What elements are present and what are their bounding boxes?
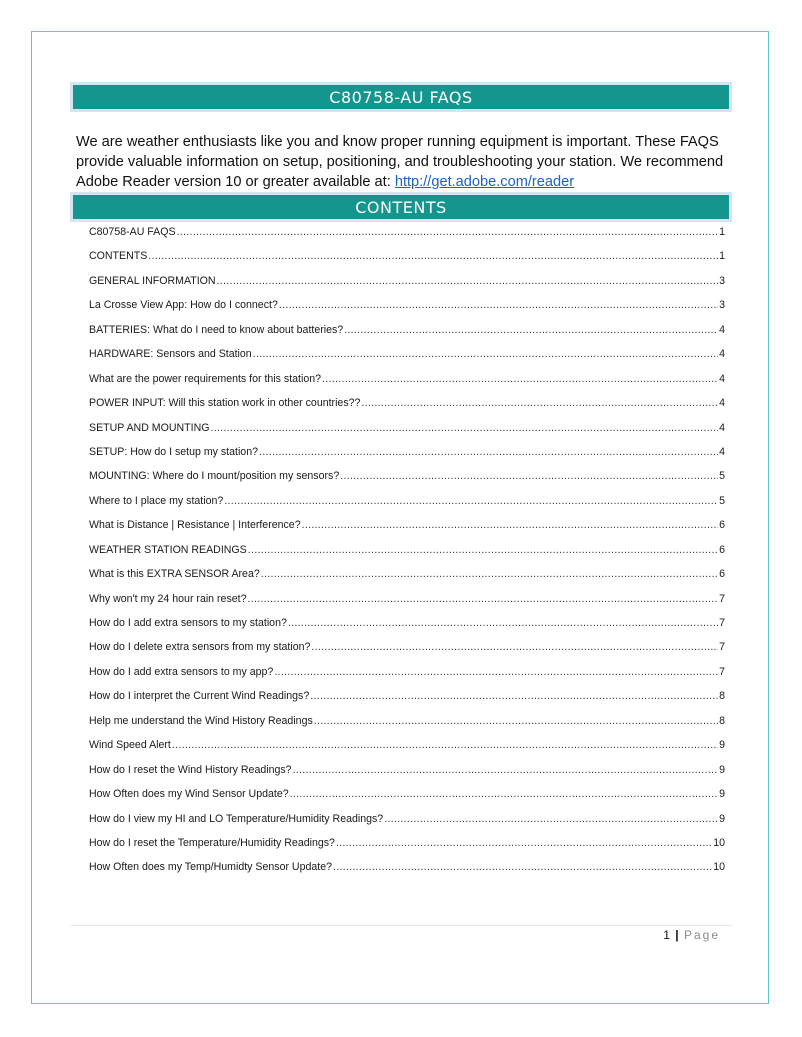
toc-dot-leader — [288, 617, 718, 629]
footer-page-number: 1 — [663, 928, 670, 942]
toc-entry-title: C80758-AU FAQS — [89, 226, 176, 238]
toc-entry[interactable] — [89, 519, 725, 543]
toc-entry-title: What are the power requirements for this station? — [89, 372, 321, 385]
toc-entry[interactable] — [89, 788, 725, 812]
toc-entry[interactable] — [89, 470, 725, 494]
toc-dot-leader — [248, 544, 718, 556]
toc-dot-leader — [177, 226, 719, 238]
toc-dot-leader — [279, 299, 718, 311]
toc-entry-title: How Often does my Wind Sensor Update? — [89, 788, 289, 801]
toc-entry[interactable] — [89, 568, 725, 592]
toc-entry[interactable] — [89, 226, 725, 250]
toc-entry-title: How do I reset the Temperature/Humidity Readings? — [89, 836, 335, 849]
toc-entry-page: 8 — [719, 690, 725, 703]
toc-entry-title: MOUNTING: Where do I mount/position my sensors? — [89, 470, 340, 483]
toc-entry-title: HARDWARE: Sensors and Station — [89, 348, 252, 361]
toc-entry[interactable] — [89, 617, 725, 641]
toc-entry-page: 10 — [713, 861, 725, 874]
toc-entry-page: 4 — [719, 421, 725, 434]
toc-dot-leader — [361, 397, 718, 409]
toc-entry-page: 6 — [719, 543, 725, 556]
toc-entry-title: WEATHER STATION READINGS — [89, 543, 247, 556]
toc-entry-title: What is this EXTRA SENSOR Area? — [89, 568, 260, 581]
toc-dot-leader — [311, 641, 718, 653]
toc-dot-leader — [290, 788, 718, 800]
toc-entry-page: 7 — [719, 641, 725, 654]
toc-entry[interactable] — [89, 299, 725, 323]
toc-dot-leader — [333, 861, 712, 873]
toc-entry-title: How do I interpret the Current Wind Readings? — [89, 690, 310, 703]
toc-dot-leader — [274, 666, 718, 678]
table-of-contents — [89, 226, 725, 886]
toc-entry-page: 4 — [719, 372, 725, 385]
toc-dot-leader — [336, 837, 712, 849]
toc-entry[interactable] — [89, 324, 725, 348]
toc-entry-title: GENERAL INFORMATION — [89, 274, 216, 287]
toc-dot-leader — [314, 715, 718, 727]
toc-entry-page: 4 — [719, 445, 725, 458]
toc-entry[interactable] — [89, 666, 725, 690]
toc-entry[interactable] — [89, 813, 725, 837]
document-title: C80758-AU FAQS — [73, 85, 729, 109]
toc-dot-leader — [322, 373, 718, 385]
toc-dot-leader — [148, 250, 718, 262]
footer-divider — [70, 925, 732, 926]
toc-entry-page: 1 — [719, 250, 725, 263]
intro-paragraph — [76, 132, 736, 192]
toc-entry-page: 6 — [719, 568, 725, 581]
toc-entry[interactable] — [89, 348, 725, 372]
toc-entry-page: 4 — [719, 323, 725, 336]
toc-entry[interactable] — [89, 544, 725, 568]
toc-dot-leader — [224, 495, 718, 507]
toc-entry-page: 9 — [719, 788, 725, 801]
toc-entry[interactable] — [89, 764, 725, 788]
toc-entry-page: 8 — [719, 714, 725, 727]
toc-entry-page: 9 — [719, 812, 725, 825]
toc-dot-leader — [310, 690, 718, 702]
toc-dot-leader — [293, 764, 719, 776]
toc-entry[interactable] — [89, 641, 725, 665]
toc-entry-title: BATTERIES: What do I need to know about batteries? — [89, 323, 344, 336]
toc-entry[interactable] — [89, 837, 725, 861]
intro-text: We are weather enthusiasts like you and know proper running equipment is important. These FAQS provide valuable information on setup, positioning, and troubleshooting your station. We recommend Adobe Reader version 10 or greater available at: — [76, 134, 724, 190]
toc-entry-title: Wind Speed Alert — [89, 739, 171, 752]
toc-entry-title: What is Distance | Resistance | Interference? — [89, 519, 301, 532]
toc-dot-leader — [210, 422, 718, 434]
toc-entry[interactable] — [89, 861, 725, 885]
toc-dot-leader — [344, 324, 718, 336]
toc-entry-title: POWER INPUT: Will this station work in other countries?? — [89, 397, 361, 410]
toc-entry-title: How do I delete extra sensors from my station? — [89, 641, 311, 654]
toc-entry[interactable] — [89, 593, 725, 617]
contents-banner — [70, 192, 732, 222]
toc-entry[interactable] — [89, 690, 725, 714]
toc-entry-title: How do I add extra sensors to my app? — [89, 665, 274, 678]
adobe-reader-link[interactable]: http://get.adobe.com/reader — [394, 174, 575, 190]
toc-entry[interactable] — [89, 275, 725, 299]
toc-entry-page: 7 — [719, 617, 725, 629]
toc-entry[interactable] — [89, 446, 725, 470]
toc-entry-page: 3 — [719, 299, 725, 312]
toc-dot-leader — [253, 348, 718, 360]
toc-dot-leader — [172, 739, 718, 751]
toc-entry-page: 6 — [719, 519, 725, 532]
contents-heading: CONTENTS — [73, 195, 729, 219]
toc-entry-title: CONTENTS — [89, 250, 148, 263]
toc-entry-page: 7 — [719, 592, 725, 605]
toc-entry[interactable] — [89, 495, 725, 519]
toc-entry-title: La Crosse View App: How do I connect? — [89, 299, 278, 312]
toc-entry[interactable] — [89, 715, 725, 739]
toc-entry-page: 7 — [719, 665, 725, 678]
toc-entry-page: 9 — [719, 739, 725, 752]
toc-entry-title: SETUP AND MOUNTING — [89, 421, 210, 434]
toc-entry-title: Help me understand the Wind History Readings — [89, 714, 313, 727]
toc-entry-page: 10 — [713, 836, 725, 849]
footer-page-label: Page — [683, 928, 720, 942]
toc-entry[interactable] — [89, 422, 725, 446]
toc-entry-title: Where to I place my station? — [89, 494, 224, 507]
toc-entry-page: 5 — [719, 470, 725, 483]
toc-dot-leader — [384, 813, 718, 825]
toc-dot-leader — [247, 593, 718, 605]
title-banner — [70, 82, 732, 112]
toc-entry-title: SETUP: How do I setup my station? — [89, 445, 258, 458]
toc-entry-page: 4 — [719, 348, 725, 361]
toc-dot-leader — [302, 519, 719, 531]
page-footer — [663, 928, 720, 942]
toc-dot-leader — [340, 470, 718, 482]
toc-entry-page: 1 — [719, 226, 725, 238]
toc-entry-title: How do I add extra sensors to my station? — [89, 617, 287, 629]
toc-entry[interactable] — [89, 739, 725, 763]
toc-entry-page: 4 — [719, 397, 725, 410]
toc-entry-page: 9 — [719, 763, 725, 776]
toc-entry-title: How do I reset the Wind History Readings? — [89, 763, 292, 776]
toc-dot-leader — [217, 275, 719, 287]
toc-entry-page: 5 — [719, 494, 725, 507]
toc-dot-leader — [259, 446, 718, 458]
toc-entry-page: 3 — [719, 274, 725, 287]
toc-entry-title: How Often does my Temp/Humidty Sensor Update? — [89, 861, 332, 874]
toc-dot-leader — [261, 568, 718, 580]
toc-entry[interactable] — [89, 250, 725, 274]
toc-entry[interactable] — [89, 397, 725, 421]
toc-entry[interactable] — [89, 373, 725, 397]
toc-entry-title: Why won't my 24 hour rain reset? — [89, 592, 247, 605]
footer-separator: | — [675, 928, 679, 942]
toc-entry-title: How do I view my HI and LO Temperature/Humidity Readings? — [89, 812, 384, 825]
